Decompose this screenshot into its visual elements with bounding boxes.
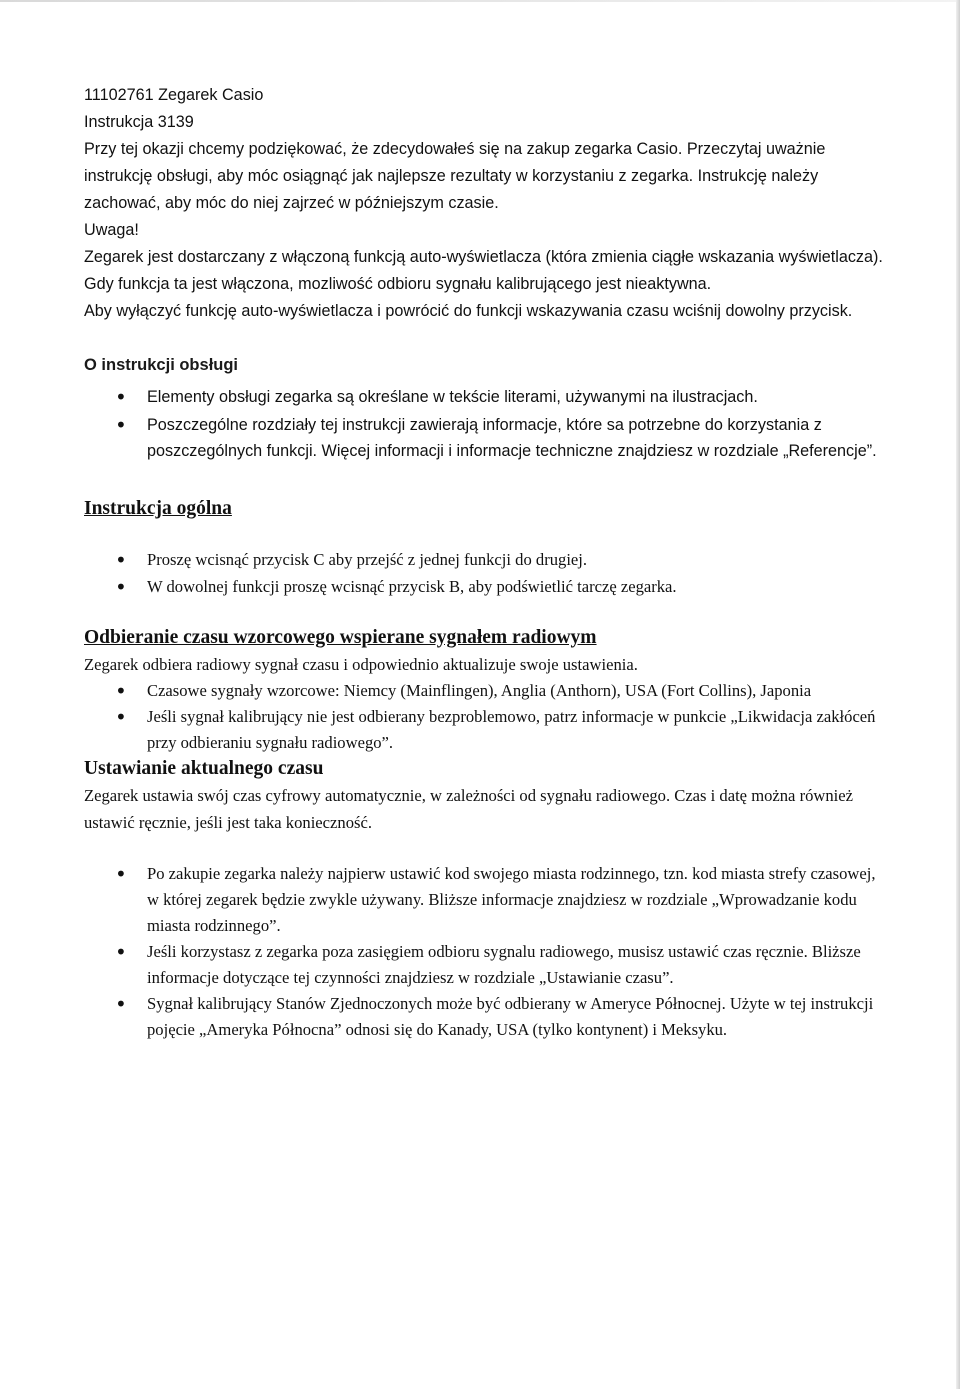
radio-list	[84, 678, 884, 756]
about-list	[84, 384, 884, 465]
list-item: • Po zakupie zegarka należy najpierw ustawić kod swojego miasta rodzinnego, tzn. kod miasta strefy czasowej, w której zegarek będzie zwykle używany. Bliższe informacje znajdziesz w rozdziale „Wprowadzanie kodu miasta rodzinnego”.	[84, 861, 884, 939]
setting-heading: Ustawianie aktualnego czasu	[84, 757, 324, 779]
list-item: • Elementy obsługi zegarka są określane w tekście literami, używanymi na ilustracjach.	[84, 384, 884, 411]
page-edge-right	[956, 0, 960, 1389]
list-item: • Sygnał kalibrujący Stanów Zjednoczonych może być odbierany w Ameryce Północnej. Użyte w tej instrukcji pojęcie „Ameryka Północna” odnosi się do Kanady, USA (tylko kontynent) i Meksyku.	[84, 991, 884, 1043]
general-list	[84, 547, 884, 600]
manual-number: Instrukcja 3139	[84, 113, 194, 131]
document-content	[84, 82, 884, 1043]
page-edge-top	[0, 0, 960, 2]
list-item: • Czasowe sygnały wzorcowe: Niemcy (Mainflingen), Anglia (Anthorn), USA (Fort Collins), Japonia	[84, 678, 884, 704]
setting-intro: Zegarek ustawia swój czas cyfrowy automatycznie, w zależności od sygnału radiowego. Czas i datę można również ustawić ręcznie, jeśli jest taka konieczność.	[84, 785, 854, 832]
radio-intro: Zegarek odbiera radiowy sygnał czasu i odpowiednio aktualizuje swoje ustawienia.	[84, 654, 638, 674]
setting-list	[84, 861, 884, 1043]
list-item: • Poszczególne rozdziały tej instrukcji zawierają informacje, które sa potrzebne do korzystania z poszczególnych funkcji. Więcej informacji i informacje techniczne znajdziesz w rozdziale „Referencje”.	[84, 412, 884, 465]
about-heading: O instrukcji obsługi	[84, 356, 239, 374]
list-item: • Proszę wcisnąć przycisk C aby przejść z jednej funkcji do drugiej.	[84, 547, 884, 573]
thanks-paragraph: Przy tej okazji chcemy podziękować, że zdecydowałeś się na zakup zegarka Casio. Przeczytaj uważnie instrukcję obsługi, aby móc osiągnąć jak najlepsze rezultaty w korzystaniu z zegarka. Instrukcję należy zachować, aby móc do niej zajrzeć w późniejszym czasie.	[84, 140, 826, 212]
list-item: • Jeśli sygnał kalibrujący nie jest odbierany bezproblemowo, patrz informacje w punkcie „Likwidacja zakłóceń przy odbieraniu sygnału radiowego”.	[84, 704, 884, 756]
product-title: 11102761 Zegarek Casio	[84, 86, 264, 104]
list-item: • W dowolnej funkcji proszę wcisnąć przycisk B, aby podświetlić tarczę zegarka.	[84, 574, 884, 600]
warning-paragraph-2: Aby wyłączyć funkcję auto-wyświetlacza i powrócić do funkcji wskazywania czasu wciśnij dowolny przycisk.	[84, 302, 853, 320]
list-item: • Jeśli korzystasz z zegarka poza zasięgiem odbioru sygnalu radiowego, musisz ustawić czas ręcznie. Bliższe informacje dotyczące tej czynności znajdziesz w rozdziale „Ustawianie czasu”.	[84, 939, 884, 991]
radio-heading: Odbieranie czasu wzorcowego wspierane sygnałem radiowym	[84, 626, 597, 648]
warning-paragraph-1: Zegarek jest dostarczany z włączoną funkcją auto-wyświetlacza (która zmienia ciągłe wskazania wyświetlacza). Gdy funkcja ta jest włączona, mozliwość odbioru sygnału kalibrującego jest nieaktywna.	[84, 248, 883, 293]
general-heading: Instrukcja ogólna	[84, 497, 232, 519]
warning-label: Uwaga!	[84, 221, 139, 239]
